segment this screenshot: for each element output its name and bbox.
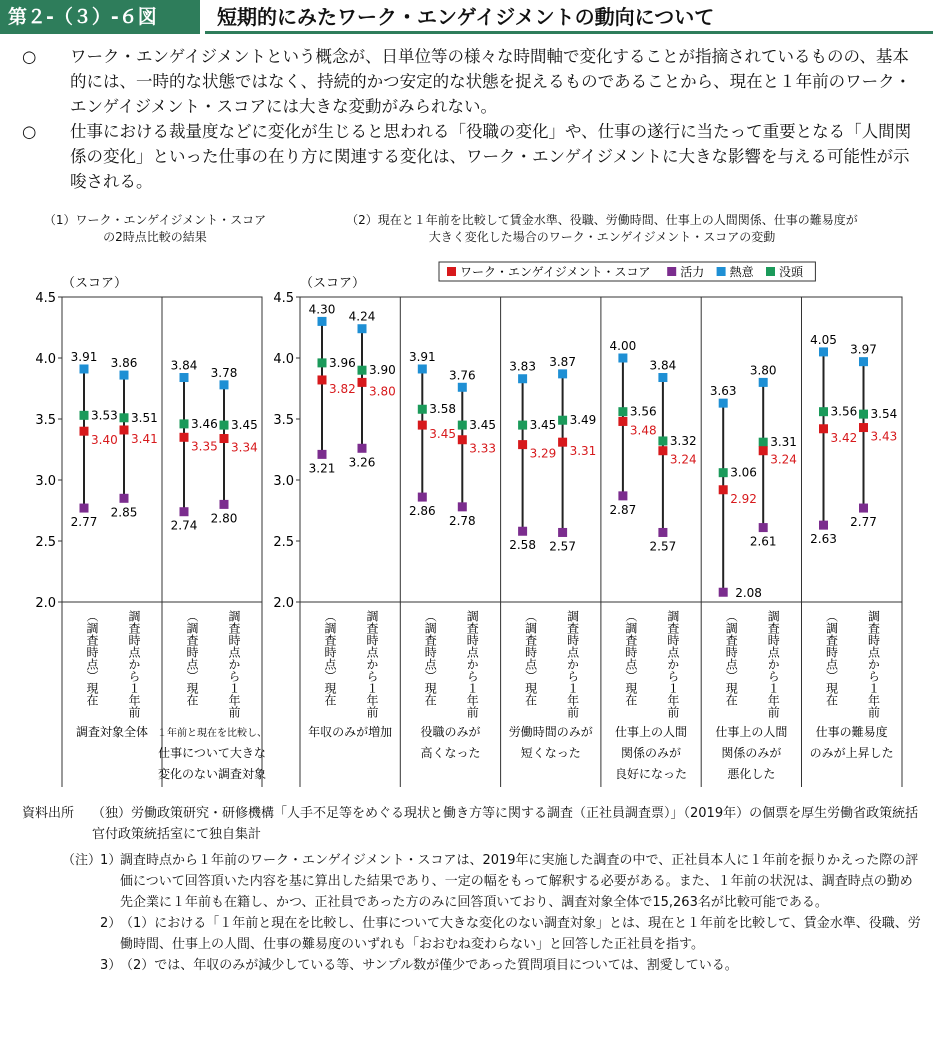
time-label: （調査時点）現在 xyxy=(185,610,199,706)
absorption-marker xyxy=(618,407,627,416)
y-tick-label: 3.5 xyxy=(273,413,294,428)
absorption-label: 3.46 xyxy=(191,416,218,431)
score-label: 3.34 xyxy=(231,440,258,455)
dedication-marker xyxy=(759,378,768,387)
y-tick-label: 4.0 xyxy=(273,352,294,367)
legend-label: 熱意 xyxy=(729,265,754,279)
vigor-marker xyxy=(859,504,868,513)
score-label: 3.80 xyxy=(369,384,396,399)
score-marker xyxy=(719,485,728,494)
group-label: １年前と現在を比較し、 xyxy=(157,728,267,739)
panel2-subtitle-line: （2）現在と１年前を比較して賃金水準、役職、労働時間、仕事上の人間関係、仕事の難易度が xyxy=(346,213,858,227)
dedication-marker xyxy=(220,380,229,389)
time-label: （調査時点）現在 xyxy=(85,610,99,706)
y-tick-label: 2.5 xyxy=(35,535,56,550)
score-marker xyxy=(618,417,627,426)
score-marker xyxy=(180,433,189,442)
note-number: 3） xyxy=(100,958,122,973)
score-label: 3.31 xyxy=(569,444,597,459)
y-axis-label-p2: （スコア） xyxy=(300,276,366,291)
score-marker xyxy=(80,427,89,436)
note-number: 2） xyxy=(100,916,122,931)
score-marker xyxy=(658,446,667,455)
dedication-label: 3.84 xyxy=(170,358,198,373)
y-tick-label: 3.0 xyxy=(35,474,56,489)
vigor-label: 2.80 xyxy=(210,511,238,526)
y-tick-label: 3.5 xyxy=(35,413,56,428)
time-label: 調査時点から１年前 xyxy=(127,610,141,718)
notes xyxy=(22,850,922,976)
absorption-label: 3.32 xyxy=(669,433,697,448)
absorption-marker xyxy=(180,419,189,428)
vigor-label: 2.57 xyxy=(549,539,576,554)
dedication-label: 3.87 xyxy=(549,354,576,369)
time-label: 調査時点から１年前 xyxy=(465,610,480,718)
vigor-label: 2.77 xyxy=(850,515,877,530)
score-marker xyxy=(558,438,567,447)
score-label: 2.92 xyxy=(730,491,757,506)
bullet-text: 仕事における裁量度などに変化が生じると思われる「役職の変化」や、仕事の遂行に当たって重要となる「人間関係の変化」といった仕事の在り方に関連する変化は、ワーク・エンゲイジメントに大きな影響を与える可能性が示唆される。 xyxy=(70,122,912,191)
note-text: （2）では、年収のみが減少している等、サンプル数が僅少であった質問項目については、割愛している。 xyxy=(120,958,738,973)
dedication-label: 3.83 xyxy=(509,359,536,374)
time-label: （調査時点）現在 xyxy=(523,610,538,706)
score-label: 3.41 xyxy=(131,431,158,446)
absorption-label: 3.45 xyxy=(529,418,557,433)
vigor-label: 3.26 xyxy=(348,455,376,470)
dedication-label: 3.76 xyxy=(448,368,476,383)
dedication-label: 4.30 xyxy=(308,302,336,317)
time-label: （調査時点）現在 xyxy=(724,610,739,706)
note-text: （1）における「１年前と現在を比較し、仕事について大きな変化のない調査対象」とは、現在と１年前を比較して、賃金水準、役職、労働時間、仕事上の人間、仕事の難易度のいずれも「おおむね変わらない」と回答した正社員を指す。 xyxy=(120,916,921,952)
absorption-marker xyxy=(120,413,129,422)
vigor-label: 2.78 xyxy=(448,513,476,528)
dedication-label: 3.80 xyxy=(749,363,777,378)
time-label: 調査時点から１年前 xyxy=(866,610,881,718)
note-item xyxy=(22,850,922,913)
bullet-mark: ○ xyxy=(22,122,37,141)
absorption-label: 3.56 xyxy=(830,404,858,419)
absorption-marker xyxy=(658,436,667,445)
bullet-text: ワーク・エンゲイジメントという概念が、日単位等の様々な時間軸で変化することが指摘されているものの、基本的には、一時的な状態ではなく、持続的かつ安定的な状態を捉えるものであることから、現在と１年前のワーク・エンゲイジメント・スコアには大きな変動がみられない。 xyxy=(70,47,912,116)
absorption-marker xyxy=(719,468,728,477)
absorption-label: 3.31 xyxy=(770,435,797,450)
score-label: 3.45 xyxy=(429,427,457,442)
dedication-label: 3.63 xyxy=(709,384,737,399)
absorption-label: 3.45 xyxy=(231,418,258,433)
absorption-label: 3.58 xyxy=(429,402,457,417)
score-label: 3.40 xyxy=(91,433,118,448)
dedication-marker xyxy=(859,357,868,366)
group-label: 労働時間のみが xyxy=(508,725,593,739)
y-tick-label: 4.0 xyxy=(35,352,56,367)
group-label: 変化のない調査対象 xyxy=(157,767,267,781)
vigor-label: 2.58 xyxy=(509,538,536,553)
vigor-marker xyxy=(80,504,89,513)
vigor-label: 2.85 xyxy=(110,505,138,520)
absorption-marker xyxy=(558,416,567,425)
group-label: 高くなった xyxy=(420,746,481,760)
legend-swatch xyxy=(447,267,456,276)
dedication-label: 3.91 xyxy=(70,349,98,364)
dedication-label: 4.24 xyxy=(348,309,376,324)
vigor-marker xyxy=(518,527,527,536)
time-label: 調査時点から１年前 xyxy=(365,610,379,718)
score-label: 3.33 xyxy=(469,441,497,456)
time-label: （調査時点）現在 xyxy=(423,610,438,706)
absorption-marker xyxy=(819,407,828,416)
dedication-marker xyxy=(658,373,667,382)
vigor-marker xyxy=(220,500,229,509)
absorption-label: 3.49 xyxy=(569,413,597,428)
panel1-subtitle-line: （1）ワーク・エンゲイジメント・スコア xyxy=(43,213,267,227)
time-label: （調査時点）現在 xyxy=(323,610,337,706)
vigor-label: 2.61 xyxy=(749,534,777,549)
vigor-label: 2.74 xyxy=(170,518,198,533)
vigor-marker xyxy=(180,507,189,516)
group-label: 仕事上の人間 xyxy=(615,725,688,739)
vigor-marker xyxy=(358,444,367,453)
absorption-label: 3.51 xyxy=(131,410,158,425)
dedication-marker xyxy=(418,364,427,373)
vigor-marker xyxy=(759,523,768,532)
absorption-marker xyxy=(518,421,527,430)
dedication-marker xyxy=(358,324,367,333)
y-axis-label-p1: （スコア） xyxy=(62,276,128,291)
vigor-marker xyxy=(719,588,728,597)
score-marker xyxy=(318,375,327,384)
score-label: 3.35 xyxy=(191,439,218,454)
time-label: 調査時点から１年前 xyxy=(766,610,781,718)
score-label: 3.24 xyxy=(669,452,697,467)
group-label: 役職のみが xyxy=(420,725,481,739)
notes-label: （注） xyxy=(62,853,102,868)
vigor-marker xyxy=(558,528,567,537)
absorption-label: 3.54 xyxy=(870,407,898,422)
legend-swatch xyxy=(766,267,775,276)
score-marker xyxy=(759,446,768,455)
time-label: 調査時点から１年前 xyxy=(665,610,680,718)
time-label: （調査時点）現在 xyxy=(824,610,839,706)
score-marker xyxy=(859,423,868,432)
group-label: のみが上昇した xyxy=(809,746,894,760)
group-label: 年収のみが増加 xyxy=(308,725,393,739)
note-text: 調査時点から１年前のワーク・エンゲイジメント・スコアは、2019年に実施した調査の中で、正社員本人に１年前を振りかえった際の評価について回答頂いた内容を基に算出した結果であり、一定の幅をもって解釈する必要がある。また、１年前の状況は、調査時点の勤め先企業に１年前も在籍し、かつ、正社員であった方のみに回答頂いており、調査対象全体で15,263名が比較可能である。 xyxy=(120,853,919,910)
absorption-marker xyxy=(418,405,427,414)
vigor-marker xyxy=(658,528,667,537)
dedication-label: 3.86 xyxy=(110,356,138,371)
score-marker xyxy=(518,440,527,449)
panel2-subtitle-line: 大きく変化した場合のワーク・エンゲイジメント・スコアの変動 xyxy=(428,230,776,244)
dedication-marker xyxy=(618,354,627,363)
legend-label: 活力 xyxy=(680,265,705,279)
absorption-label: 3.45 xyxy=(469,418,497,433)
time-label: 調査時点から１年前 xyxy=(227,610,241,718)
panel1-subtitle-line: の2時点比較の結果 xyxy=(103,230,207,244)
absorption-marker xyxy=(318,358,327,367)
absorption-marker xyxy=(80,411,89,420)
vigor-label: 2.57 xyxy=(649,539,677,554)
absorption-label: 3.90 xyxy=(369,363,396,378)
absorption-label: 3.96 xyxy=(329,355,356,370)
group-label: 仕事上の人間 xyxy=(715,725,788,739)
score-label: 3.24 xyxy=(770,452,797,467)
note-number: 1） xyxy=(100,853,122,868)
score-label: 3.48 xyxy=(629,423,657,438)
note-item xyxy=(22,913,922,955)
dedication-marker xyxy=(120,371,129,380)
legend-swatch xyxy=(667,267,676,276)
figure-title: 短期的にみたワーク・エンゲイジメントの動向について xyxy=(205,0,933,34)
score-marker xyxy=(358,378,367,387)
dedication-marker xyxy=(458,383,467,392)
y-tick-label: 3.0 xyxy=(273,474,294,489)
score-marker xyxy=(819,424,828,433)
score-label: 3.42 xyxy=(830,430,858,445)
vigor-marker xyxy=(819,521,828,530)
group-label: 短くなった xyxy=(520,746,581,760)
vigor-label: 2.63 xyxy=(810,532,837,547)
group-label: 良好になった xyxy=(615,767,688,781)
bullet-mark: ○ xyxy=(22,47,37,66)
source-label: 資料出所 xyxy=(22,806,75,821)
y-tick-label: 2.0 xyxy=(35,596,56,611)
vigor-label: 3.21 xyxy=(308,461,336,476)
vigor-label: 2.77 xyxy=(70,515,98,530)
score-label: 3.29 xyxy=(529,446,557,461)
vigor-marker xyxy=(618,491,627,500)
group-label: 仕事の難易度 xyxy=(815,725,888,739)
legend-label: 没頭 xyxy=(779,265,804,279)
absorption-label: 3.53 xyxy=(91,408,118,423)
vigor-label: 2.86 xyxy=(408,504,436,519)
score-marker xyxy=(220,434,229,443)
dedication-marker xyxy=(180,373,189,382)
dedication-marker xyxy=(80,364,89,373)
absorption-marker xyxy=(759,438,768,447)
vigor-label: 2.08 xyxy=(735,586,762,601)
dedication-marker xyxy=(318,317,327,326)
time-label: 調査時点から１年前 xyxy=(565,610,580,718)
y-tick-label: 2.0 xyxy=(273,596,294,611)
dedication-marker xyxy=(719,399,728,408)
dedication-label: 3.97 xyxy=(850,342,877,357)
group-label: 仕事について大きな xyxy=(158,746,266,760)
source-text: （独）労働政策研究・研修機構「人手不足等をめぐる現状と働き方等に関する調査（正社員調査票）」（2019年）の個票を厚生労働省政策統括官付政策統括室にて独自集計 xyxy=(92,806,919,842)
score-label: 3.82 xyxy=(329,381,356,396)
dedication-label: 3.91 xyxy=(408,349,436,364)
dedication-label: 3.78 xyxy=(210,365,238,380)
score-marker xyxy=(458,435,467,444)
group-label: 関係のみが xyxy=(721,746,782,760)
vigor-label: 2.87 xyxy=(609,502,637,517)
absorption-marker xyxy=(859,410,868,419)
time-label: （調査時点）現在 xyxy=(623,610,638,706)
dedication-label: 4.00 xyxy=(609,339,637,353)
absorption-marker xyxy=(358,366,367,375)
note-item xyxy=(22,955,922,976)
legend-swatch xyxy=(717,267,726,276)
score-label: 3.43 xyxy=(870,429,898,444)
group-label: 悪化した xyxy=(727,767,776,781)
dedication-label: 4.05 xyxy=(810,332,837,347)
group-label: 関係のみが xyxy=(621,746,682,760)
dedication-marker xyxy=(558,369,567,378)
absorption-marker xyxy=(458,421,467,430)
dedication-marker xyxy=(518,374,527,383)
group-label: 調査対象全体 xyxy=(75,725,149,739)
absorption-marker xyxy=(220,421,229,430)
y-tick-label: 4.5 xyxy=(35,291,56,306)
legend-label: ワーク・エンゲイジメント・スコア xyxy=(460,265,651,279)
score-marker xyxy=(418,421,427,430)
vigor-marker xyxy=(120,494,129,503)
dedication-label: 3.84 xyxy=(649,358,677,373)
y-tick-label: 4.5 xyxy=(273,291,294,306)
absorption-label: 3.06 xyxy=(730,465,757,480)
vigor-marker xyxy=(458,502,467,511)
vigor-marker xyxy=(418,493,427,502)
figure-number: 第２-（３）-６図 xyxy=(0,0,200,34)
source-note xyxy=(22,803,922,845)
y-tick-label: 2.5 xyxy=(273,535,294,550)
vigor-marker xyxy=(318,450,327,459)
dedication-marker xyxy=(819,347,828,356)
absorption-label: 3.56 xyxy=(629,404,657,419)
score-marker xyxy=(120,425,129,434)
